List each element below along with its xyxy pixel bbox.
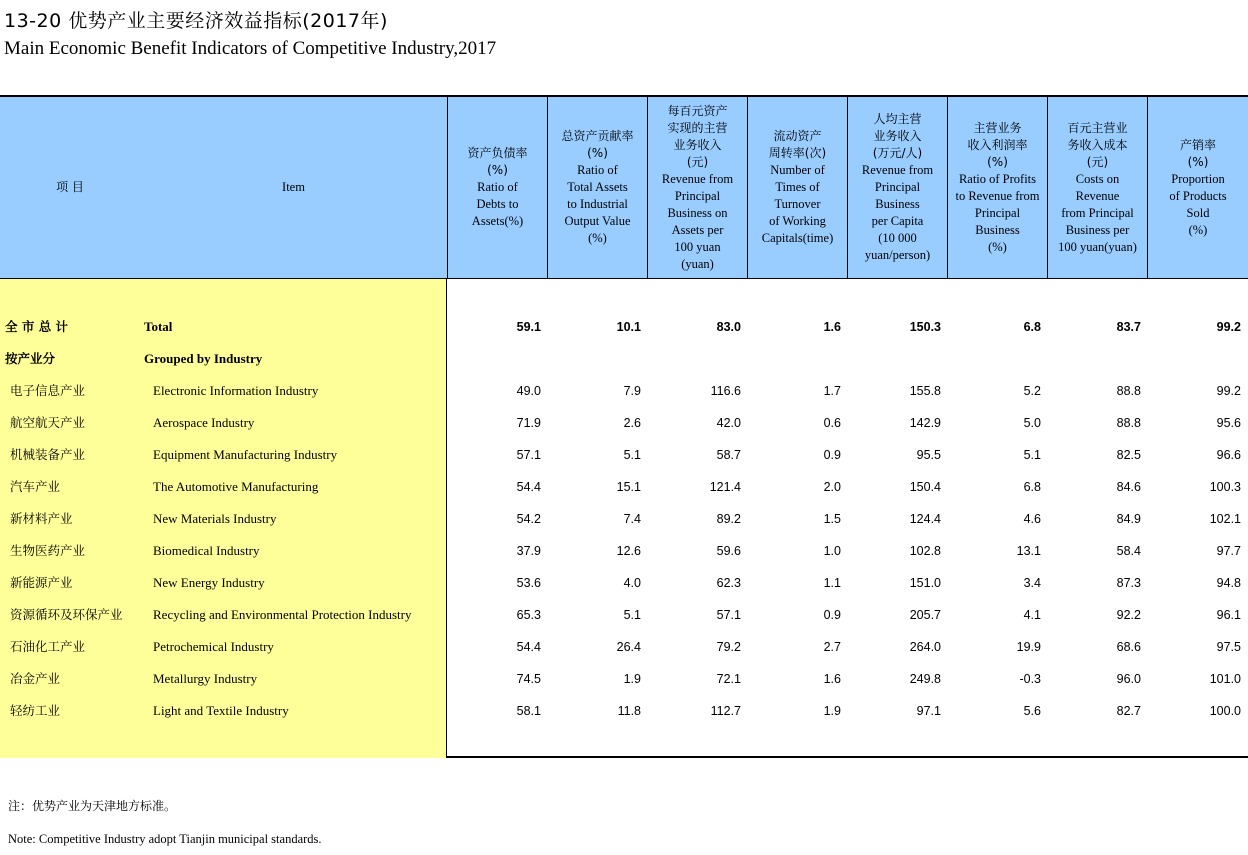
cell-value: 99.2 <box>1216 320 1241 334</box>
header-col-label-cn: 业务收入 <box>873 129 922 143</box>
row-label-en: New Energy Industry <box>153 575 265 590</box>
cell-value: 68.6 <box>1116 640 1141 654</box>
header-col-label-en: Debts to <box>476 197 519 211</box>
cell-value: 5.6 <box>1023 704 1041 718</box>
cell-value: 11.8 <box>617 704 641 718</box>
row-label-en: Petrochemical Industry <box>153 639 274 654</box>
row-label-cn: 机械装备产业 <box>10 447 86 462</box>
cell-value: 79.2 <box>716 640 741 654</box>
cell-value: 4.0 <box>623 576 641 590</box>
cell-value: 97.5 <box>1216 640 1241 654</box>
cell-value: 49.0 <box>516 384 541 398</box>
cell-value: 58.1 <box>516 704 541 718</box>
table-header <box>0 97 1248 279</box>
cell-value: 58.7 <box>716 448 741 462</box>
header-col-label-en: Capitals(time) <box>761 231 834 245</box>
cell-value: 1.6 <box>823 320 841 334</box>
row-label-en: New Materials Industry <box>153 511 277 526</box>
cell-value: 0.9 <box>823 448 841 462</box>
header-col-label-cn: 业务收入 <box>673 137 722 152</box>
cell-value: 95.5 <box>916 448 941 462</box>
cell-value: 1.9 <box>623 672 641 686</box>
cell-value: 1.1 <box>823 576 841 590</box>
row-label-en: Total <box>144 319 173 334</box>
cell-value: 121.4 <box>709 480 741 494</box>
cell-value: 84.6 <box>1116 480 1141 494</box>
table-title-cn: 13-20 优势产业主要经济效益指标(2017年) <box>4 10 388 32</box>
row-label-en: Recycling and Environmental Protection Industry <box>153 607 412 622</box>
cell-value: 65.3 <box>516 608 541 622</box>
cell-value: 19.9 <box>1016 640 1041 654</box>
cell-value: 112.7 <box>710 704 741 718</box>
header-col-label-en: 100 yuan(yuan) <box>1058 239 1137 254</box>
row-label-en: Light and Textile Industry <box>153 703 289 718</box>
cell-value: 96.0 <box>1116 672 1141 686</box>
cell-value: 6.8 <box>1023 480 1041 494</box>
cell-value: 5.1 <box>623 448 641 462</box>
row-label-en: Electronic Information Industry <box>153 383 319 398</box>
cell-value: 3.4 <box>1023 576 1041 590</box>
header-col-label-en: Output Value <box>564 214 631 228</box>
cell-value: 92.2 <box>1116 608 1141 622</box>
header-col-label-en: of Working <box>769 214 826 228</box>
cell-value: 99.2 <box>1216 384 1241 398</box>
header-col-label-en: to Industrial <box>567 197 628 211</box>
cell-value: 71.9 <box>516 416 541 430</box>
header-col-1 <box>447 97 547 278</box>
cell-value: 1.5 <box>823 512 841 526</box>
cell-value: -0.3 <box>1019 672 1041 686</box>
table-row <box>0 567 1248 599</box>
header-col-label-en: Number of <box>770 163 825 177</box>
header-col-label-en: 100 yuan <box>674 239 721 254</box>
cell-value: 83.7 <box>1116 320 1141 334</box>
cell-value: 96.6 <box>1216 448 1241 462</box>
row-label-cn: 生物医药产业 <box>10 543 86 558</box>
header-col-7 <box>1047 97 1147 278</box>
header-col-label-cn: 百元主营业 <box>1067 120 1128 135</box>
header-col-label-en: (%) <box>1188 222 1208 237</box>
cell-value: 249.8 <box>909 672 941 686</box>
header-col-label-en: (10 000 <box>878 231 917 245</box>
cell-value: 6.8 <box>1023 320 1041 334</box>
cell-value: 101.0 <box>1209 672 1241 686</box>
row-label-cn: 新能源产业 <box>10 575 73 590</box>
row-label-cn: 新材料产业 <box>10 511 73 526</box>
header-col-label-cn: 务收入成本 <box>1067 137 1128 152</box>
header-col-label-en: Total Assets <box>567 180 628 194</box>
cell-value: 88.8 <box>1116 416 1141 430</box>
indicator-table <box>0 95 1248 758</box>
header-col-label-en: from Principal <box>1061 205 1134 220</box>
cell-value: 13.1 <box>1016 544 1041 558</box>
header-col-label-en: Ratio of <box>477 180 518 194</box>
row-label-cn: 按产业分 <box>5 351 56 366</box>
cell-value: 4.6 <box>1023 512 1041 526</box>
cell-value: 89.2 <box>716 512 741 526</box>
cell-value: 150.3 <box>909 320 941 334</box>
header-col-label-cn: 总资产贡献率 <box>561 129 634 143</box>
cell-value: 82.7 <box>1116 704 1141 718</box>
row-label-cn: 汽车产业 <box>10 479 61 494</box>
cell-value: 26.4 <box>616 640 641 654</box>
cell-value: 102.8 <box>909 544 941 558</box>
header-col-label-cn: 资产负债率 <box>467 146 528 160</box>
row-label-cn: 轻纺工业 <box>10 703 61 718</box>
header-col-label-en: Principal <box>974 205 1021 220</box>
cell-value: 5.1 <box>623 608 641 622</box>
cell-value: 1.0 <box>823 544 841 558</box>
cell-value: 150.4 <box>909 480 941 494</box>
header-col-label-en: (%) <box>588 231 607 245</box>
header-col-label-en: Costs on <box>1075 171 1120 186</box>
table-row <box>0 471 1248 503</box>
cell-value: 54.4 <box>516 640 541 654</box>
cell-value: 97.1 <box>916 704 941 718</box>
row-label-en: Metallurgy Industry <box>153 671 258 686</box>
cell-value: 84.9 <box>1116 512 1141 526</box>
header-col-label-en: Proportion <box>1171 171 1225 186</box>
header-col-label-en: Business <box>875 197 920 211</box>
cell-value: 102.1 <box>1209 512 1241 526</box>
header-col-label-en: Ratio of <box>577 163 618 177</box>
cell-value: 10.1 <box>616 320 641 334</box>
header-col-label-en: (yuan) <box>681 256 714 271</box>
header-col-label-cn: 产销率 <box>1179 137 1216 152</box>
header-col-label-cn: 流动资产 <box>773 129 822 143</box>
table-row <box>0 407 1248 439</box>
cell-value: 116.6 <box>710 384 741 398</box>
cell-value: 72.1 <box>716 672 741 686</box>
table-row <box>0 439 1248 471</box>
cell-value: 57.1 <box>516 448 541 462</box>
cell-value: 142.9 <box>909 416 941 430</box>
table-row <box>0 599 1248 631</box>
cell-value: 54.2 <box>516 512 541 526</box>
table-row <box>0 535 1248 567</box>
table-row <box>0 503 1248 535</box>
cell-value: 100.0 <box>1209 704 1241 718</box>
cell-value: 74.5 <box>516 672 541 686</box>
header-col-label-cn: (元) <box>686 154 709 169</box>
cell-value: 53.6 <box>516 576 541 590</box>
cell-value: 42.0 <box>716 416 741 430</box>
cell-value: 205.7 <box>909 608 941 622</box>
row-label-cn: 冶金产业 <box>10 671 61 686</box>
header-col-label-en: of Products <box>1169 188 1227 203</box>
header-col-label-en: Assets per <box>671 222 724 237</box>
cell-value: 2.0 <box>823 480 841 494</box>
cell-value: 82.5 <box>1116 448 1141 462</box>
cell-value: 97.7 <box>1216 544 1241 558</box>
header-col-8 <box>1147 97 1248 278</box>
row-label-en: Equipment Manufacturing Industry <box>153 447 338 462</box>
cell-value: 96.1 <box>1216 608 1241 622</box>
cell-value: 54.4 <box>516 480 541 494</box>
cell-value: 88.8 <box>1116 384 1141 398</box>
header-col-label-en: Turnover <box>774 197 821 211</box>
row-label-cn: 航空航天产业 <box>10 415 86 430</box>
header-col-label-cn: (%) <box>987 154 1008 169</box>
row-label-en: Grouped by Industry <box>144 351 263 366</box>
cell-value: 1.6 <box>823 672 841 686</box>
header-col-label-cn: (%) <box>587 146 608 160</box>
header-col-6 <box>947 97 1047 278</box>
cell-value: 62.3 <box>716 576 741 590</box>
table-row <box>0 343 1248 375</box>
row-label-cn: 石油化工产业 <box>10 639 86 654</box>
header-col-4 <box>747 97 847 278</box>
header-col-label-en: Revenue from <box>861 163 934 177</box>
table-title-en: Main Economic Benefit Indicators of Competitive Industry,2017 <box>4 38 497 59</box>
row-label-en: Aerospace Industry <box>153 415 255 430</box>
cell-value: 58.4 <box>1116 544 1141 558</box>
header-col-3 <box>647 97 747 278</box>
cell-value: 59.6 <box>716 544 741 558</box>
row-label-en: Biomedical Industry <box>153 543 260 558</box>
cell-value: 59.1 <box>516 320 541 334</box>
table-row <box>0 631 1248 663</box>
cell-value: 155.8 <box>909 384 941 398</box>
footnote-en: Note: Competitive Industry adopt Tianjin municipal standards. <box>8 832 322 846</box>
cell-value: 5.0 <box>1023 416 1041 430</box>
header-col-label-en: Business per <box>1065 222 1130 237</box>
cell-value: 151.0 <box>909 576 941 590</box>
header-col-2 <box>547 97 647 278</box>
cell-value: 5.2 <box>1023 384 1041 398</box>
header-col-label-en: Revenue <box>1075 188 1120 203</box>
cell-value: 57.1 <box>716 608 741 622</box>
header-col-label-en: Times of <box>775 180 820 194</box>
header-col-label-cn: 人均主营 <box>873 112 922 126</box>
table-body <box>0 279 1248 758</box>
header-col-label-en: Revenue from <box>661 171 734 186</box>
cell-value: 12.6 <box>616 544 641 558</box>
header-col-label-cn: 周转率(次) <box>768 146 827 160</box>
cell-value: 4.1 <box>1023 608 1041 622</box>
cell-value: 95.6 <box>1216 416 1241 430</box>
cell-value: 15.1 <box>616 480 641 494</box>
row-label-cn: 资源循环及环保产业 <box>10 607 123 622</box>
header-col-label-cn: (%) <box>1187 154 1209 169</box>
header-col-label-en: Principal <box>874 180 921 194</box>
header-col-label-en: yuan/person) <box>864 248 931 262</box>
header-col-label-en: Principal <box>674 188 721 203</box>
header-col-label-cn: (万元/人) <box>872 146 923 160</box>
cell-value: 37.9 <box>516 544 541 558</box>
cell-value: 94.8 <box>1216 576 1241 590</box>
cell-value: 2.6 <box>623 416 641 430</box>
cell-value: 264.0 <box>909 640 941 654</box>
header-col-label-cn: 实现的主营 <box>667 120 728 135</box>
header-col-label-en: Sold <box>1186 205 1210 220</box>
table-row <box>0 311 1248 343</box>
header-col-label-en: Ratio of Profits <box>958 171 1037 186</box>
cell-value: 100.3 <box>1209 480 1241 494</box>
row-label-cn: 电子信息产业 <box>10 383 86 398</box>
row-label-cn: 全 市 总 计 <box>5 319 69 334</box>
table-row <box>0 375 1248 407</box>
header-col-label-en: Assets(%) <box>471 214 524 228</box>
cell-value: 1.9 <box>823 704 841 718</box>
cell-value: 7.9 <box>623 384 641 398</box>
cell-value: 87.3 <box>1116 576 1141 590</box>
footnote-cn: 注：优势产业为天津地方标准。 <box>8 799 177 813</box>
header-col-label-en: to Revenue from <box>955 188 1040 203</box>
cell-value: 0.9 <box>823 608 841 622</box>
header-col-label-en: Business on <box>667 205 728 220</box>
header-item-cn: 项 目 <box>56 180 84 194</box>
cell-value: 0.6 <box>823 416 841 430</box>
cell-value: 124.4 <box>909 512 941 526</box>
header-col-label-en: (%) <box>988 239 1007 254</box>
cell-value: 1.7 <box>823 384 841 398</box>
header-col-label-cn: 主营业务 <box>973 120 1022 135</box>
header-col-label-cn: (%) <box>487 163 508 177</box>
cell-value: 5.1 <box>1023 448 1041 462</box>
header-col-label-en: Business <box>975 222 1020 237</box>
header-item-en: Item <box>282 180 305 194</box>
header-col-label-cn: 收入利润率 <box>967 137 1028 152</box>
header-col-label-cn: (元) <box>1086 154 1109 169</box>
header-col-label-en: per Capita <box>871 214 924 228</box>
header-col-label-cn: 每百元资产 <box>667 103 728 118</box>
cell-value: 2.7 <box>823 640 841 654</box>
row-label-en: The Automotive Manufacturing <box>153 479 319 494</box>
table-row <box>0 663 1248 695</box>
table-row <box>0 695 1248 727</box>
cell-value: 7.4 <box>623 512 641 526</box>
header-col-5 <box>847 97 947 278</box>
cell-value: 83.0 <box>716 320 741 334</box>
